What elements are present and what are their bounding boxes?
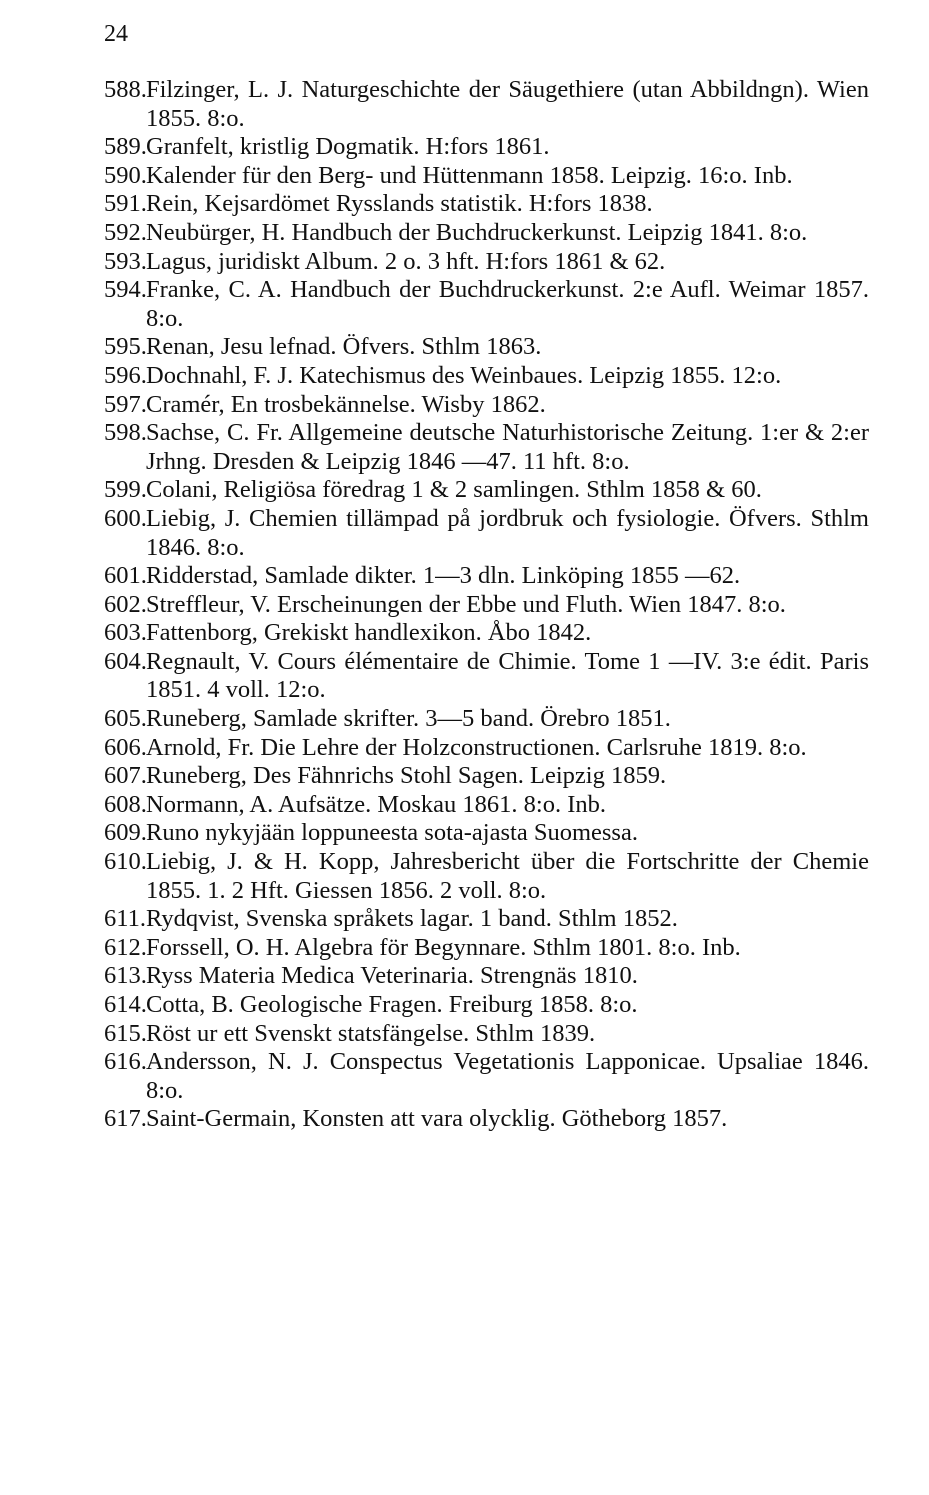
entry-text: Arnold, Fr. Die Lehre der Holzconstructionen. Carlsruhe 1819. 8:o. [146, 733, 807, 761]
entry-number: 597. [104, 390, 147, 418]
catalog-entry [104, 1048, 869, 1105]
catalog-entry [104, 333, 869, 362]
catalog-entry [104, 848, 869, 905]
catalog-entry [104, 934, 869, 963]
entry-text: Colani, Religiösa föredrag 1 & 2 samlingen. Sthlm 1858 & 60. [146, 476, 762, 504]
entry-number: 603. [104, 619, 147, 647]
catalog-entry [104, 991, 869, 1020]
catalog-entry [104, 734, 869, 763]
catalog-entry [104, 219, 869, 248]
catalog-entry [104, 476, 869, 505]
entry-text: Cramér, En trosbekännelse. Wisby 1862. [146, 390, 546, 418]
catalog-entry [104, 162, 869, 191]
entry-text: Liebig, J. Chemien tillämpad på jordbruk och fysiologie. Öfvers. Sthlm 1846. 8:o. [146, 504, 869, 561]
catalog-entry [104, 648, 869, 705]
entry-text: Normann, A. Aufsätze. Moskau 1861. 8:o. Inb. [146, 790, 606, 818]
entry-text: Lagus, juridiskt Album. 2 o. 3 hft. H:fors 1861 & 62. [146, 247, 666, 275]
catalog-entry [104, 76, 869, 133]
catalog-entry [104, 791, 869, 820]
catalog-entry [104, 419, 869, 476]
entry-number: 607. [104, 762, 147, 790]
entry-text: Saint-Germain, Konsten att vara olycklig. Götheborg 1857. [146, 1105, 728, 1133]
catalog-entry [104, 591, 869, 620]
catalog-entry [104, 391, 869, 420]
catalog-entry [104, 362, 869, 391]
entry-text: Ridderstad, Samlade dikter. 1—3 dln. Linköping 1855 —62. [146, 562, 741, 590]
entry-text: Cotta, B. Geologische Fragen. Freiburg 1858. 8:o. [146, 991, 638, 1018]
entry-number: 599. [104, 476, 147, 504]
entry-number: 588. [104, 76, 147, 103]
entry-text: Neubürger, H. Handbuch der Buchdruckerkunst. Leipzig 1841. 8:o. [146, 218, 808, 246]
entry-number: 600. [104, 504, 147, 532]
entry-text: Runeberg, Des Fähnrichs Stohl Sagen. Leipzig 1859. [146, 762, 667, 790]
entry-text: Sachse, C. Fr. Allgemeine deutsche Naturhistorische Zeitung. 1:er & 2:er Jrhng. Dresden & Leipzig 1846 —47. 11 hft. 8:o. [146, 419, 869, 475]
entry-text: Röst ur ett Svenskt statsfängelse. Sthlm 1839. [146, 1019, 596, 1047]
catalog-entry [104, 762, 869, 791]
catalog-entry [104, 505, 869, 562]
catalog-entry [104, 962, 869, 991]
entry-number: 589. [104, 133, 147, 161]
entry-number: 598. [104, 419, 147, 447]
entry-text: Streffleur, V. Erscheinungen der Ebbe und Fluth. Wien 1847. 8:o. [146, 590, 786, 618]
entry-number: 615. [104, 1019, 147, 1047]
entry-number: 609. [104, 819, 147, 847]
catalog-entry [104, 819, 869, 848]
entry-number: 616. [104, 1048, 147, 1076]
entry-number: 595. [104, 333, 147, 361]
entry-text: Fattenborg, Grekiskt handlexikon. Åbo 1842. [146, 619, 592, 647]
entry-number: 592. [104, 218, 147, 246]
entry-text: Ryss Materia Medica Veterinaria. Strengnäs 1810. [146, 962, 638, 990]
catalog-entry-list [104, 76, 869, 1134]
entry-text: Runeberg, Samlade skrifter. 3—5 band. Örebro 1851. [146, 705, 671, 733]
entry-number: 604. [104, 647, 147, 675]
entry-text: Andersson, N. J. Conspectus Vegetationis Lapponicae. Upsaliae 1846. 8:o. [146, 1048, 869, 1104]
entry-number: 610. [104, 848, 147, 876]
catalog-entry [104, 190, 869, 219]
entry-text: Dochnahl, F. J. Katechismus des Weinbaues. Leipzig 1855. 12:o. [146, 361, 782, 389]
entry-number: 611. [104, 905, 146, 933]
entry-text: Regnault, V. Cours élémentaire de Chimie. Tome 1 —IV. 3:e édit. Paris 1851. 4 voll. 12:o. [146, 647, 869, 704]
entry-text: Filzinger, L. J. Naturgeschichte der Säugethiere (utan Abbildngn). Wien 1855. 8:o. [146, 76, 869, 132]
catalog-entry [104, 133, 869, 162]
catalog-entry [104, 248, 869, 277]
entry-number: 617. [104, 1105, 147, 1133]
entry-text: Rydqvist, Svenska språkets lagar. 1 band. Sthlm 1852. [146, 905, 678, 933]
entry-text: Granfelt, kristlig Dogmatik. H:fors 1861. [146, 133, 550, 161]
entry-text: Kalender für den Berg- und Hüttenmann 1858. Leipzig. 16:o. Inb. [146, 161, 793, 189]
entry-number: 590. [104, 161, 147, 189]
entry-number: 614. [104, 991, 147, 1018]
entry-number: 594. [104, 276, 147, 304]
entry-number: 591. [104, 190, 147, 218]
entry-text: Rein, Kejsardömet Rysslands statistik. H:fors 1838. [146, 190, 653, 218]
entry-text: Liebig, J. & H. Kopp, Jahresbericht über die Fortschritte der Chemie 1855. 1. 2 Hft. Giessen 1856. 2 voll. 8:o. [146, 848, 869, 904]
page-number: 24 [104, 21, 128, 47]
entry-number: 613. [104, 962, 147, 990]
catalog-entry [104, 1020, 869, 1049]
catalog-entry [104, 1105, 869, 1134]
entry-text: Renan, Jesu lefnad. Öfvers. Sthlm 1863. [146, 333, 542, 361]
catalog-entry [104, 905, 869, 934]
catalog-entry [104, 276, 869, 333]
entry-number: 612. [104, 933, 147, 961]
entry-number: 608. [104, 790, 147, 818]
entry-number: 593. [104, 247, 147, 275]
catalog-entry [104, 619, 869, 648]
catalog-entry [104, 562, 869, 591]
entry-number: 601. [104, 562, 147, 590]
entry-number: 606. [104, 733, 147, 761]
entry-number: 605. [104, 705, 147, 733]
entry-text: Runo nykyjään loppuneesta sota-ajasta Suomessa. [146, 819, 638, 847]
entry-text: Forssell, O. H. Algebra för Begynnare. Sthlm 1801. 8:o. Inb. [146, 933, 741, 961]
entry-text: Franke, C. A. Handbuch der Buchdruckerkunst. 2:e Aufl. Weimar 1857. 8:o. [146, 276, 869, 332]
catalog-entry [104, 705, 869, 734]
entry-number: 602. [104, 590, 147, 618]
entry-number: 596. [104, 361, 147, 389]
